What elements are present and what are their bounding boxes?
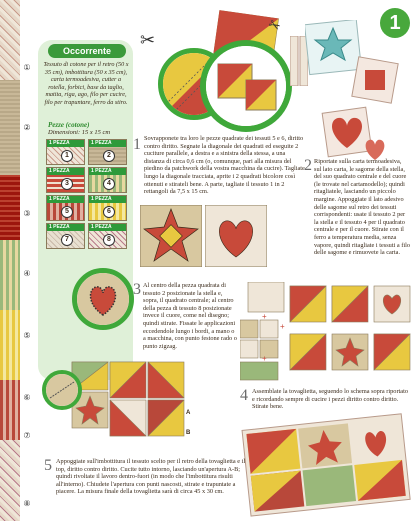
quilt-layout-diagram <box>68 360 190 448</box>
pieces-title: Pezze (cotone) <box>48 121 90 129</box>
scissors-icon: ✂ <box>140 30 156 50</box>
fabric-swatch-6 <box>0 380 20 440</box>
step-1-text: Sovrapponete tra loro le pezze quadrate dei tessuti 5 e 6, diritto contro diritto. Segnate la diagonale dei quadrati ed eseguite 2 cuciture parallele, a destra e a sinistra della stessa, a una distanza di circa 0,6 cm (o, comunque, pari alla misura del piedino da patchwork della vostra macchina da cucire). Tagliate lungo la diagonale tracciata, aprite i 2 quadrati bicolore così ottenuti e stirateli bene. A parte, tagliate il tessuto 1 in 2 rettangoli da 7,5 x 15 cm. <box>144 135 305 196</box>
step-5-number: 5 <box>44 457 52 474</box>
heart-block <box>205 205 267 267</box>
pieces-dimensions: Dimensioni: 15 x 15 cm <box>48 129 111 136</box>
piece-number: 3 <box>61 178 73 190</box>
piece-label: 1 PEZZA <box>47 140 84 147</box>
piece-2 <box>88 139 127 165</box>
strip-number-1: ① <box>23 63 31 72</box>
assembly-diagram <box>240 282 412 384</box>
half-square-triangles <box>206 46 286 126</box>
piece-4 <box>88 167 127 193</box>
fabric-swatch-7 <box>0 440 20 521</box>
fabric-swatch-2 <box>0 80 20 175</box>
strip-number-column <box>21 0 35 521</box>
piece-1 <box>46 139 85 165</box>
step1-result-circle <box>200 40 292 132</box>
applique-shapes <box>305 20 400 170</box>
piece-label: 1 PEZZA <box>47 168 84 175</box>
strip-number-8: ⑧ <box>23 499 31 508</box>
piece-number: 1 <box>61 150 73 162</box>
fabric-swatch-3 <box>0 175 20 240</box>
materials-title: Occorrente <box>48 44 126 58</box>
step5-detail-circle <box>42 370 82 410</box>
piece-label: 1 PEZZA <box>89 196 126 203</box>
step-2-text: Riportate sulla carta termoadesiva, sul lato carta, le sagome della stella, del suo quadrato centrale e del cuore (le trovate nel cartamodello); quindi ritagliatele, lasciando un piccolo margine. Appoggiate il lato adesivo delle sagome sul retro dei tessuti corrispondenti: usate il tessuto 2 per la stella e il tessuto 4 per il quadrato centrale e per il cuore. Stirate con il ferro a temperatura media, senza vapore, quindi ritagliate i tessuti a filo delle sagome e rimuovete la carta. <box>314 158 411 257</box>
pieces-grid <box>46 139 128 271</box>
fabric-swatch-4 <box>0 240 20 310</box>
piece-label: 1 PEZZA <box>89 168 126 175</box>
step-1-number: 1 <box>133 136 141 153</box>
fabric-swatch-5 <box>0 310 20 380</box>
plus-sign-2: + <box>280 322 285 331</box>
plus-sign-3: + <box>262 354 267 363</box>
piece-5 <box>46 195 85 221</box>
strip-number-7: ⑦ <box>23 431 31 440</box>
step-3-text: Al centro della pezza quadrata di tessuto 2 posizionate la stella e, sopra, il quadrato centrale; al centro della pezza di tessuto 8 posizionate invece il cuore, come nel disegno; quindi stirate. Fissate le applicazioni eccedendole lungo i bordi, a mano o a macchina, con punto festone rado o punto zigzag. <box>143 282 237 350</box>
piece-number: 8 <box>103 234 115 246</box>
scissors-icon-2: ✂ <box>265 17 283 36</box>
piece-label: 1 PEZZA <box>47 224 84 231</box>
finished-placemat <box>236 410 414 518</box>
strip-number-3: ③ <box>23 209 31 218</box>
zigzag-stitch <box>77 273 129 325</box>
step3-detail-circle <box>72 268 134 330</box>
label-a: A <box>186 410 191 416</box>
piece-label: 1 PEZZA <box>89 224 126 231</box>
step-4-number: 4 <box>240 387 248 404</box>
piece-3 <box>46 167 85 193</box>
piece-number: 2 <box>103 150 115 162</box>
strip-number-4: ④ <box>23 269 31 278</box>
piece-label: 1 PEZZA <box>89 140 126 147</box>
strip-number-2: ② <box>23 123 31 132</box>
strip-number-5: ⑤ <box>23 331 31 340</box>
piece-number: 5 <box>61 206 73 218</box>
piece-8 <box>88 223 127 249</box>
fabric-strip <box>0 0 20 521</box>
piece-7 <box>46 223 85 249</box>
page-badge: 1 <box>380 8 410 38</box>
piece-number: 4 <box>103 178 115 190</box>
piece-label: 1 PEZZA <box>47 196 84 203</box>
step-3-number: 3 <box>133 281 141 298</box>
piece-6 <box>88 195 127 221</box>
star-block <box>140 205 202 267</box>
strip-number-6: ⑥ <box>23 393 31 402</box>
piece-number: 6 <box>103 206 115 218</box>
materials-text: Tessuto di cotone per il retro (50 x 35 cm), imbottitura (50 x 35 cm), carta termoadesiva, cutter a rotella, forbici, base da taglio, matita, riga, ago, filo per cucire, filo per trapuntare, ferro da stiro. <box>43 61 129 106</box>
step-4-text: Assemblate la tovaglietta, seguendo lo schema sopra riportato e ricordando sempre di cucire i pezzi diritto contro diritto. Stirate bene. <box>252 388 408 411</box>
piece-number: 7 <box>61 234 73 246</box>
plus-sign-1: + <box>262 312 267 321</box>
step-2-number: 2 <box>304 157 312 174</box>
step-5-text: Appoggiate sull'imbottitura il tessuto scelto per il retro della tovaglietta e il top, diritto contro diritto. Cucite tutto intorno, lasciando un'apertura A-B; quindi rivoltate il lavoro dentro-fuori (in modo che l'imbottitura risulti all'interno). Chiudete l'apertura con punti nascosti, stirate e trapuntate a piacere. La misura finale della tovaglietta sarà di circa 45 x 30 cm. <box>56 458 246 496</box>
fabric-swatch-1 <box>0 0 20 80</box>
label-b: B <box>186 430 191 436</box>
